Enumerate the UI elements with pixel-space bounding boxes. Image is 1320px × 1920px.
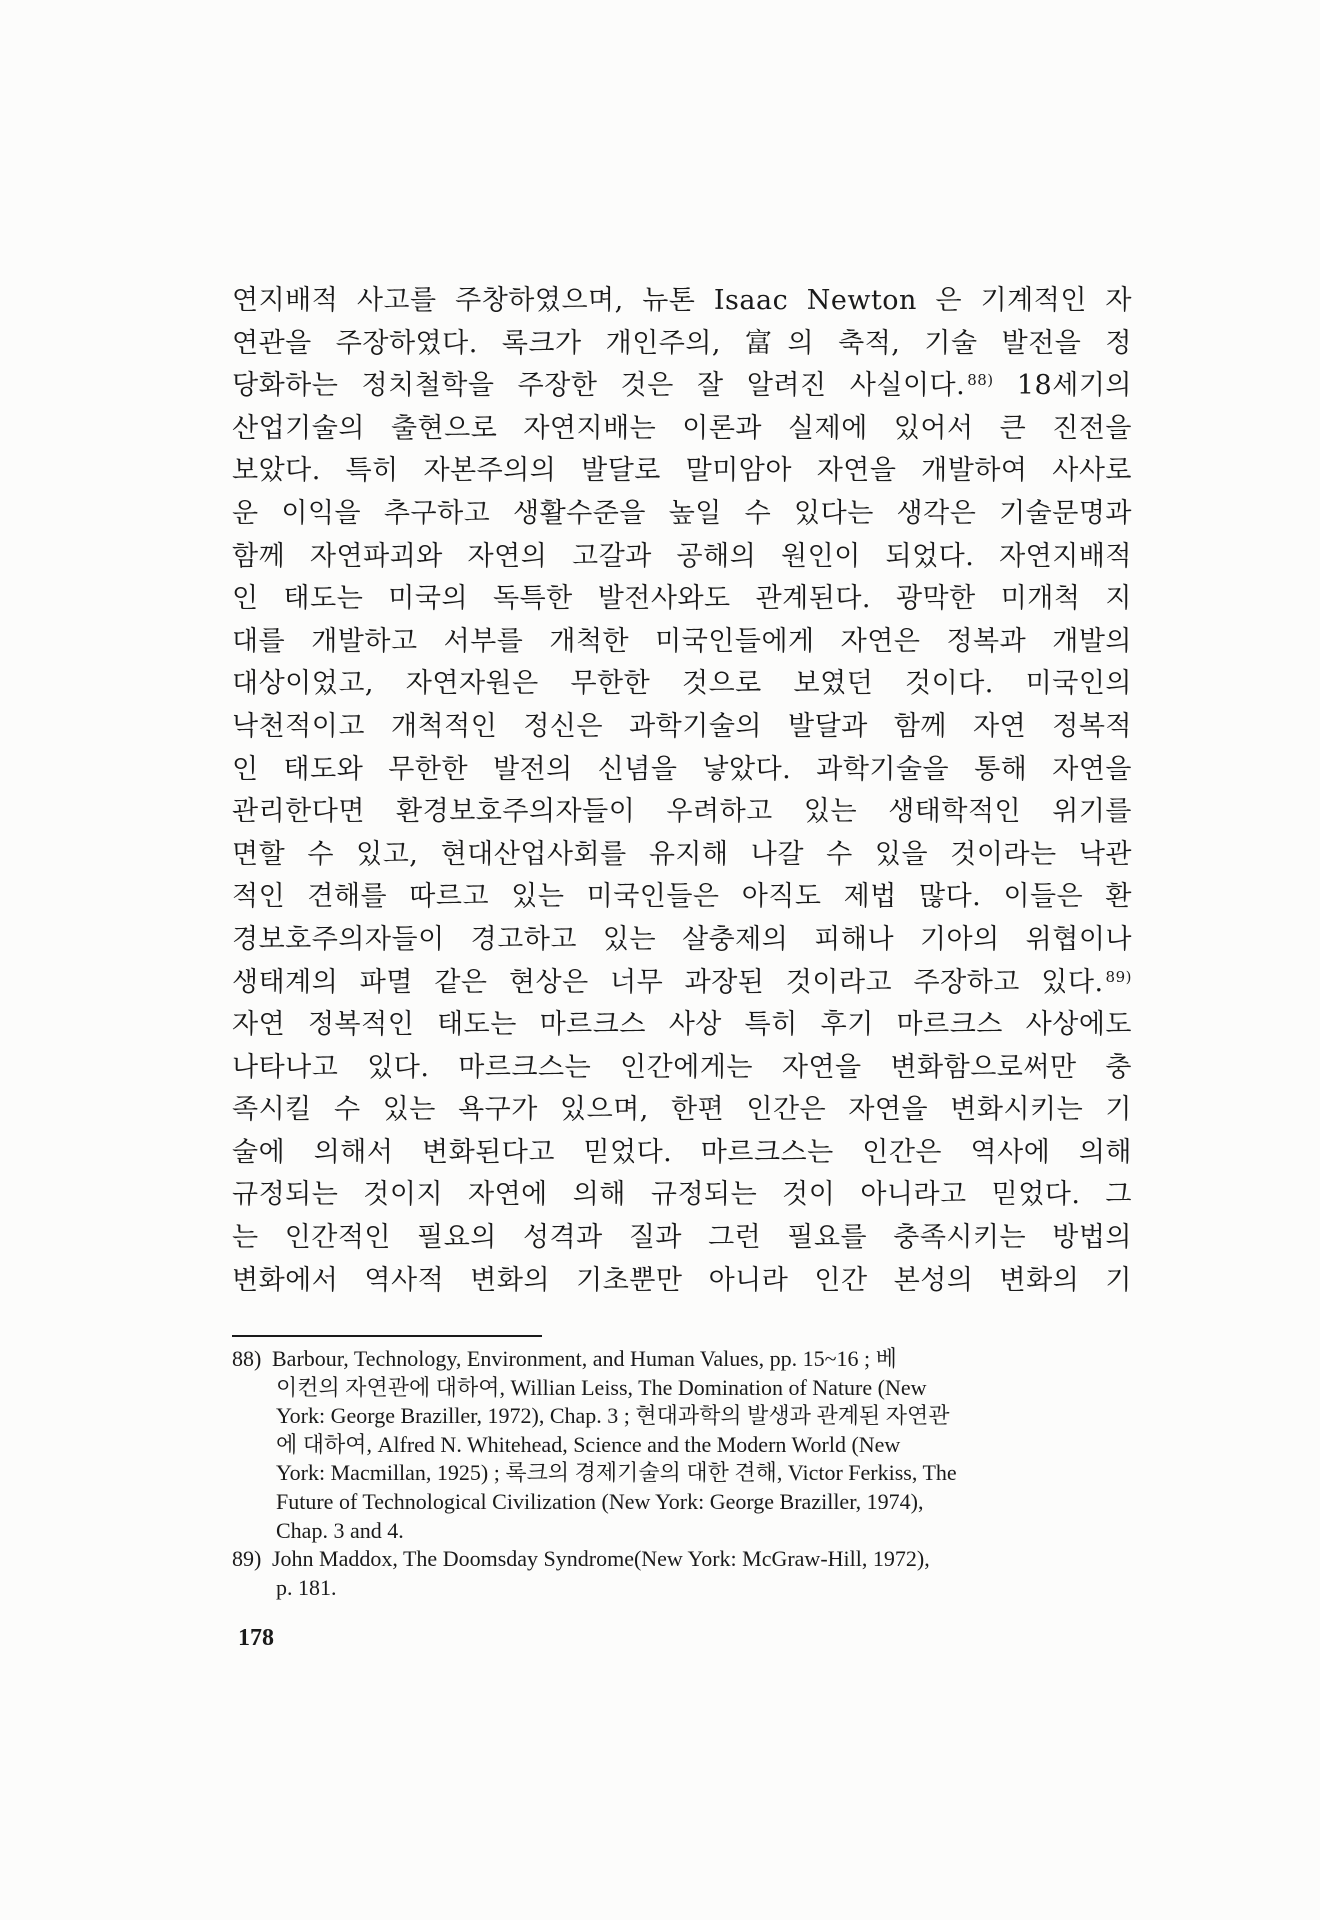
text-line: 연관을 주장하였다. 록크가 개인주의, 富의 축적, 기술 발전을 정 — [232, 327, 1132, 359]
footnote-line: Future of Technological Civilization (New York: George Braziller, 1974), — [276, 1488, 924, 1514]
footnote-reference-89: 89) — [1105, 967, 1132, 986]
footnote-88 — [232, 1345, 1132, 1545]
text-line: 적인 견해를 따르고 있는 미국인들은 아직도 제법 많다. 이들은 환 — [232, 881, 1132, 913]
text-line: 술에 의해서 변화된다고 믿었다. 마르크스는 인간은 역사에 의해 — [232, 1136, 1132, 1168]
footnote-line: p. 181. — [276, 1574, 337, 1600]
text-line: 대를 개발하고 서부를 개척한 미국인들에게 자연은 정복과 개발의 — [232, 625, 1132, 657]
footnote-line: York: Macmillan, 1925) ; 록크의 경제기술의 대한 견해, Victor Ferkiss, The — [276, 1460, 957, 1486]
text-line: 규정되는 것이지 자연에 의해 규정되는 것이 아니라고 믿었다. 그 — [232, 1179, 1132, 1211]
footnote-divider — [232, 1335, 542, 1337]
footnote-number: 89) — [232, 1546, 262, 1572]
text-line: 낙천적이고 개척적인 정신은 과학기술의 발달과 함께 자연 정복적 — [232, 710, 1132, 742]
text-line: 자연 정복적인 태도는 마르크스 사상 특히 후기 마르크스 사상에도 — [232, 1009, 1132, 1041]
text-line: 인 태도는 미국의 독특한 발전사와도 관계된다. 광막한 미개척 지 — [232, 583, 1132, 615]
footnote-line: Barbour, Technology, Environment, and Human Values, pp. 15~16 ; 베 — [272, 1346, 897, 1371]
text-line: 인 태도와 무한한 발전의 신념을 낳았다. 과학기술을 통해 자연을 — [232, 753, 1132, 785]
text-line-part: 당화하는 정치철학을 주장한 것은 잘 알려진 사실이다. — [232, 370, 966, 402]
page-number: 178 — [238, 1625, 274, 1651]
text-line: 대상이었고, 자연자원은 무한한 것으로 보였던 것이다. 미국인의 — [232, 668, 1132, 700]
footnotes — [232, 1345, 1132, 1602]
text-line: 산업기술의 출현으로 자연지배는 이론과 실제에 있어서 큰 진전을 — [232, 412, 1132, 444]
text-line: 연지배적 사고를 주창하였으며, 뉴톤 Isaac Newton 은 기계적인 자 — [232, 285, 1132, 316]
footnote-reference-88: 88) — [967, 371, 994, 390]
footnote-line: 에 대하여, Alfred N. Whitehead, Science and the Modern World (New — [276, 1431, 901, 1457]
footnote-line: John Maddox, The Doomsday Syndrome(New York: McGraw-Hill, 1972), — [272, 1546, 930, 1572]
text-line-part: 18세기의 — [1016, 370, 1132, 402]
text-line: 운 이익을 추구하고 생활수준을 높일 수 있다는 생각은 기술문명과 — [232, 497, 1132, 529]
footnote-line: 이컨의 자연관에 대하여, Willian Leiss, The Domination of Nature (New — [276, 1374, 927, 1400]
footnote-89 — [232, 1545, 1132, 1602]
footnote-line: York: George Braziller, 1972), Chap. 3 ; 현대과학의 발생과 관계된 자연관 — [276, 1403, 950, 1429]
text-line: 경보호주의자들이 경고하고 있는 살충제의 피해나 기아의 위협이나 — [232, 923, 1132, 955]
text-line: 변화에서 역사적 변화의 기초뿐만 아니라 인간 본성의 변화의 기 — [232, 1264, 1132, 1296]
footnote-number: 88) — [232, 1346, 262, 1371]
body-text — [232, 280, 1132, 1302]
text-line: 나타나고 있다. 마르크스는 인간에게는 자연을 변화함으로써만 충 — [232, 1051, 1132, 1083]
footnote-line: Chap. 3 and 4. — [276, 1517, 404, 1543]
text-line: 면할 수 있고, 현대산업사회를 유지해 나갈 수 있을 것이라는 낙관 — [232, 838, 1132, 870]
text-line: 함께 자연파괴와 자연의 고갈과 공해의 원인이 되었다. 자연지배적 — [232, 540, 1132, 572]
text-line: 관리한다면 환경보호주의자들이 우려하고 있는 생태학적인 위기를 — [232, 796, 1132, 828]
text-line-with-footnote-ref — [232, 365, 1132, 408]
text-line: 족시킬 수 있는 욕구가 있으며, 한편 인간은 자연을 변화시키는 기 — [232, 1094, 1132, 1126]
text-line: 보았다. 특히 자본주의의 발달로 말미암아 자연을 개발하여 사사로 — [232, 455, 1132, 487]
text-line-with-footnote-ref — [232, 962, 1132, 1005]
text-line: 는 인간적인 필요의 성격과 질과 그런 필요를 충족시키는 방법의 — [232, 1222, 1132, 1254]
text-line-part: 생태계의 파멸 같은 현상은 너무 과장된 것이라고 주장하고 있다. — [232, 966, 1104, 998]
